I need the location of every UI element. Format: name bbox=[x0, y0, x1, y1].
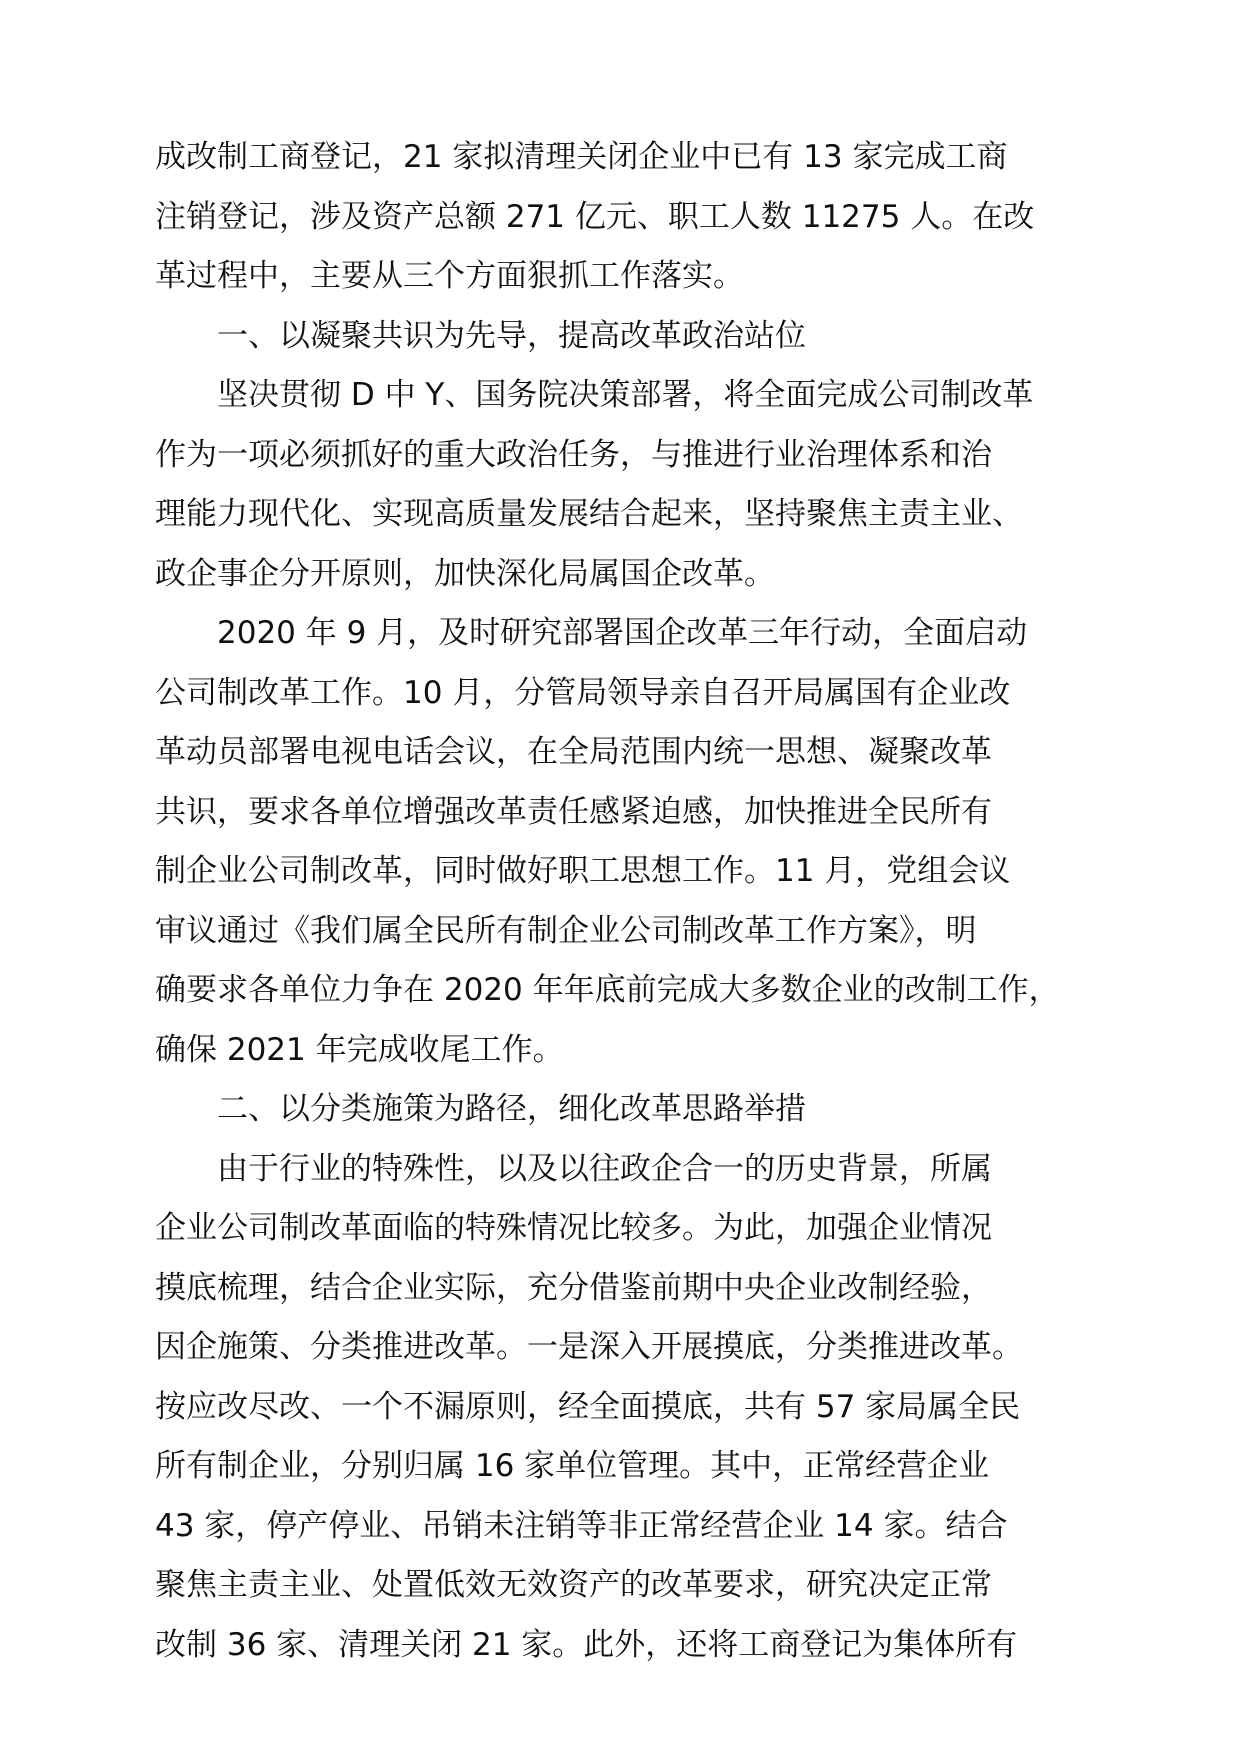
paragraph-3-line-6: 所有制企业，分别归属 16 家单位管理。其中，正常经营企业 bbox=[155, 1448, 990, 1484]
section-heading-2: 二、以分类施策为路径，细化改革思路举措 bbox=[217, 1091, 806, 1127]
text-line-3: 革过程中，主要从三个方面狠抓工作落实。 bbox=[155, 258, 744, 294]
paragraph-3-line-4: 因企施策、分类推进改革。一是深入开展摸底，分类推进改革。 bbox=[155, 1329, 1023, 1365]
paragraph-3-line-5: 按应改尽改、一个不漏原则，经全面摸底，共有 57 家局属全民 bbox=[155, 1388, 1021, 1425]
text-line-1: 成改制工商登记，21 家拟清理关闭企业中已有 13 家完成工商 bbox=[155, 139, 1008, 175]
paragraph-3-line-9: 改制 36 家、清理关闭 21 家。此外，还将工商登记为集体所有 bbox=[155, 1626, 1018, 1663]
paragraph-2-line-1: 2020 年 9 月，及时研究部署国企改革三年行动，全面启动 bbox=[217, 615, 1028, 651]
paragraph-2-line-6: 审议通过《我们属全民所有制企业公司制改革工作方案》，明 bbox=[155, 912, 977, 949]
paragraph-3-line-7: 43 家，停产停业、吊销未注销等非正常经营企业 14 家。结合 bbox=[155, 1507, 1008, 1544]
paragraph-2-line-4: 共识，要求各单位增强改革责任感紧迫感，加快推进全民所有 bbox=[155, 793, 992, 830]
paragraph-2-line-7: 确要求各单位力争在 2020 年年底前完成大多数企业的改制工作， bbox=[155, 972, 1060, 1008]
text-line-2: 注销登记，涉及资产总额 271 亿元、职工人数 11275 人。在改 bbox=[155, 198, 1035, 235]
paragraph-2-line-2: 公司制改革工作。10 月，分管局领导亲自召开局属国有企业改 bbox=[155, 674, 1011, 711]
paragraph-2-line-8: 确保 2021 年完成收尾工作。 bbox=[155, 1031, 564, 1068]
section-heading-1: 一、以凝聚共识为先导，提高改革政治站位 bbox=[217, 317, 806, 354]
paragraph-1-line-2: 作为一项必须抓好的重大政治任务，与推进行业治理体系和治 bbox=[155, 436, 992, 473]
paragraph-2-line-5: 制企业公司制改革，同时做好职工思想工作。11 月，党组会议 bbox=[155, 853, 1011, 889]
document-body bbox=[155, 128, 1100, 1675]
paragraph-1-line-3: 理能力现代化、实现高质量发展结合起来，坚持聚焦主责主业、 bbox=[155, 496, 1023, 532]
paragraph-3-line-1: 由于行业的特殊性，以及以往政企合一的历史背景，所属 bbox=[217, 1150, 992, 1187]
paragraph-3-line-3: 摸底梳理，结合企业实际，充分借鉴前期中央企业改制经验， bbox=[155, 1269, 992, 1306]
paragraph-1-line-4: 政企事企分开原则，加快深化局属国企改革。 bbox=[155, 555, 775, 592]
paragraph-2-line-3: 革动员部署电视电话会议，在全局范围内统一思想、凝聚改革 bbox=[155, 734, 992, 770]
paragraph-1-line-1: 坚决贯彻 D 中 Y、国务院决策部署，将全面完成公司制改革 bbox=[217, 377, 1034, 413]
paragraph-3-line-8: 聚焦主责主业、处置低效无效资产的改革要求，研究决定正常 bbox=[155, 1567, 992, 1603]
paragraph-3-line-2: 企业公司制改革面临的特殊情况比较多。为此，加强企业情况 bbox=[155, 1210, 992, 1246]
